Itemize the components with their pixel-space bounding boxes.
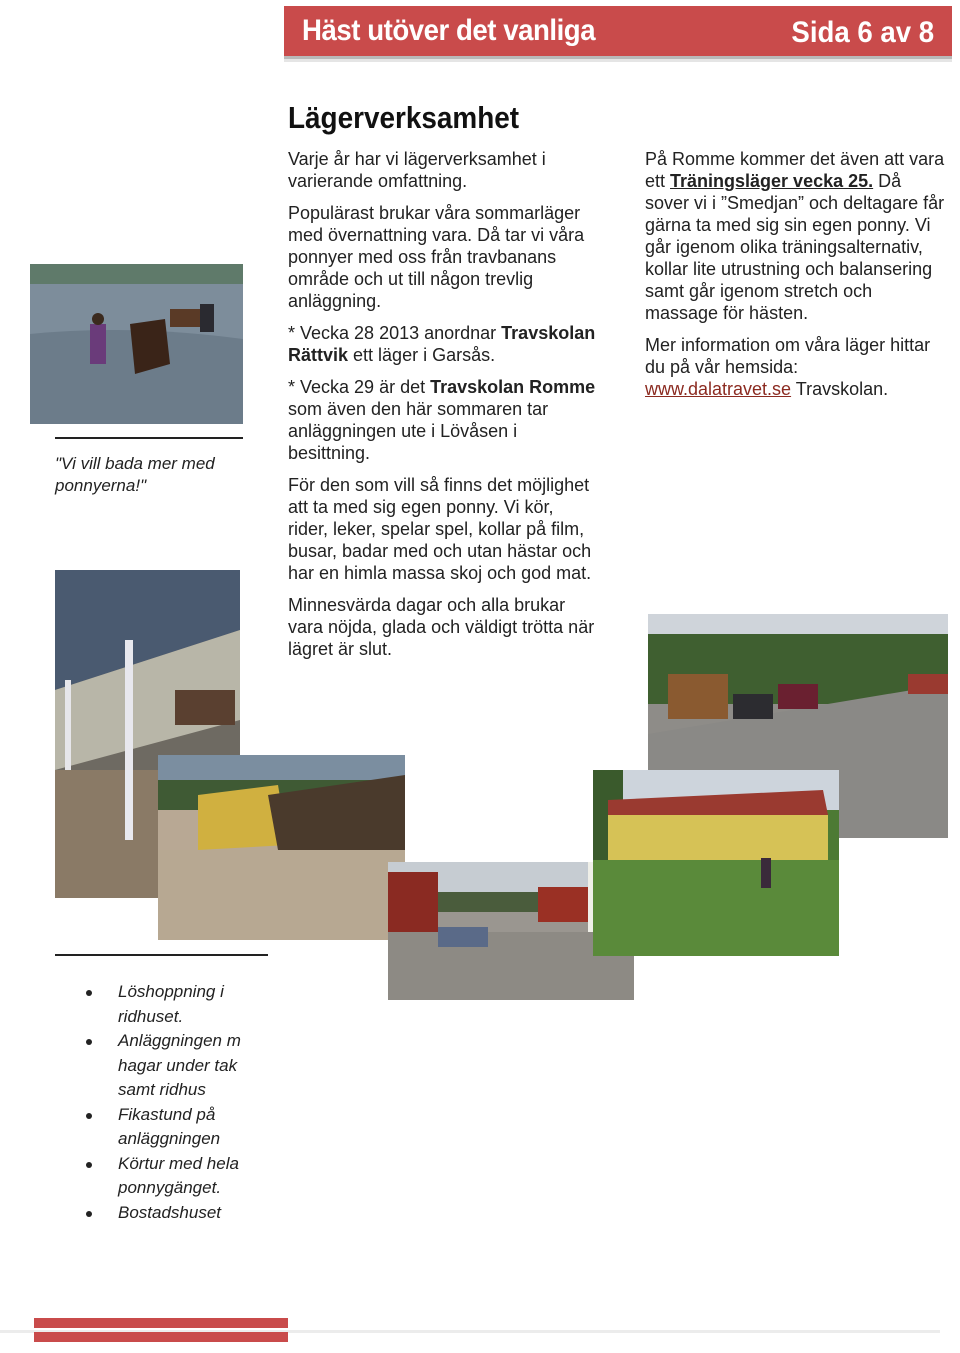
bold-name: Travskolan Rättvik <box>288 323 596 365</box>
bullet-icon <box>86 1113 92 1119</box>
list-item: Körtur med hela ponnygänget. <box>86 1152 266 1201</box>
paragraph: Varje år har vi lägerverksamhet i varierande omfattning. <box>288 149 546 191</box>
photo-bathing-ponies <box>30 264 243 424</box>
paragraph: För den som vill så finns det möjlighet att ta med sig egen ponny. Vi kör, rider, leker, spelar spel, kollar på film, busar, badar med och utan hästar och har en himla massa skoj och god mat. <box>288 475 592 583</box>
bullet-icon <box>86 1211 92 1217</box>
training-camp-link[interactable]: Träningsläger vecka 25. <box>670 171 874 191</box>
section-title: Lägerverksamhet <box>288 100 520 135</box>
page-number: Sida 6 av 8 <box>791 16 934 49</box>
caption-rule <box>55 437 243 439</box>
photo-caption-list <box>86 980 266 1225</box>
bullet-icon <box>86 990 92 996</box>
bold-name: Travskolan Romme <box>430 377 596 397</box>
newsletter-title: Häst utöver det vanliga <box>302 14 596 47</box>
bullet-icon <box>86 1162 92 1168</box>
paragraph: * Vecka 28 2013 anordnar Travskolan Rättvik ett läger i Garsås. <box>288 323 596 365</box>
website-link[interactable]: www.dalatravet.se <box>645 379 792 399</box>
list-item: Anläggningen m hagar under tak samt ridhus <box>86 1029 266 1103</box>
bullet-icon <box>86 1039 92 1045</box>
paragraph: Mer information om våra läger hittar du på vår hemsida: www.dalatravet.se Travskolan. <box>645 335 931 399</box>
list-item: Fikastund på anläggningen <box>86 1103 266 1152</box>
photo-caption: "Vi vill bada mer med ponnyerna!" <box>55 454 215 495</box>
header-bar <box>284 6 952 59</box>
bullets-rule <box>55 954 268 956</box>
photo-yellow-house <box>593 770 839 956</box>
photo-facility <box>158 755 405 940</box>
right-column <box>645 148 945 410</box>
paragraph: * Vecka 29 är det Travskolan Romme som även den här sommaren tar anläggningen ute i Lövåsen i besittning. <box>288 377 596 463</box>
paragraph: På Romme kommer det även att vara ett Träningsläger vecka 25. Då sover vi i ”Smedjan” och deltagare får gärna ta med sig sin egen ponny. Vi går igenom olika träningsalternativ, kollar lite utrustning och balansering samt går igenom stretch och massage för hästen. <box>645 149 945 323</box>
footer-bar <box>34 1318 288 1328</box>
footer-bar <box>34 1332 288 1342</box>
list-item: Löshoppning i ridhuset. <box>86 980 266 1029</box>
list-item: Bostadshuset <box>86 1201 266 1226</box>
middle-column <box>288 148 598 670</box>
paragraph: Populärast brukar våra sommarläger med övernattning vara. Då tar vi våra ponnyer med oss från travbanans område och ut till någon trevlig anläggning. <box>288 203 585 311</box>
paragraph: Minnesvärda dagar och alla brukar vara nöjda, glada och väldigt trötta när lägret är slut. <box>288 595 595 659</box>
